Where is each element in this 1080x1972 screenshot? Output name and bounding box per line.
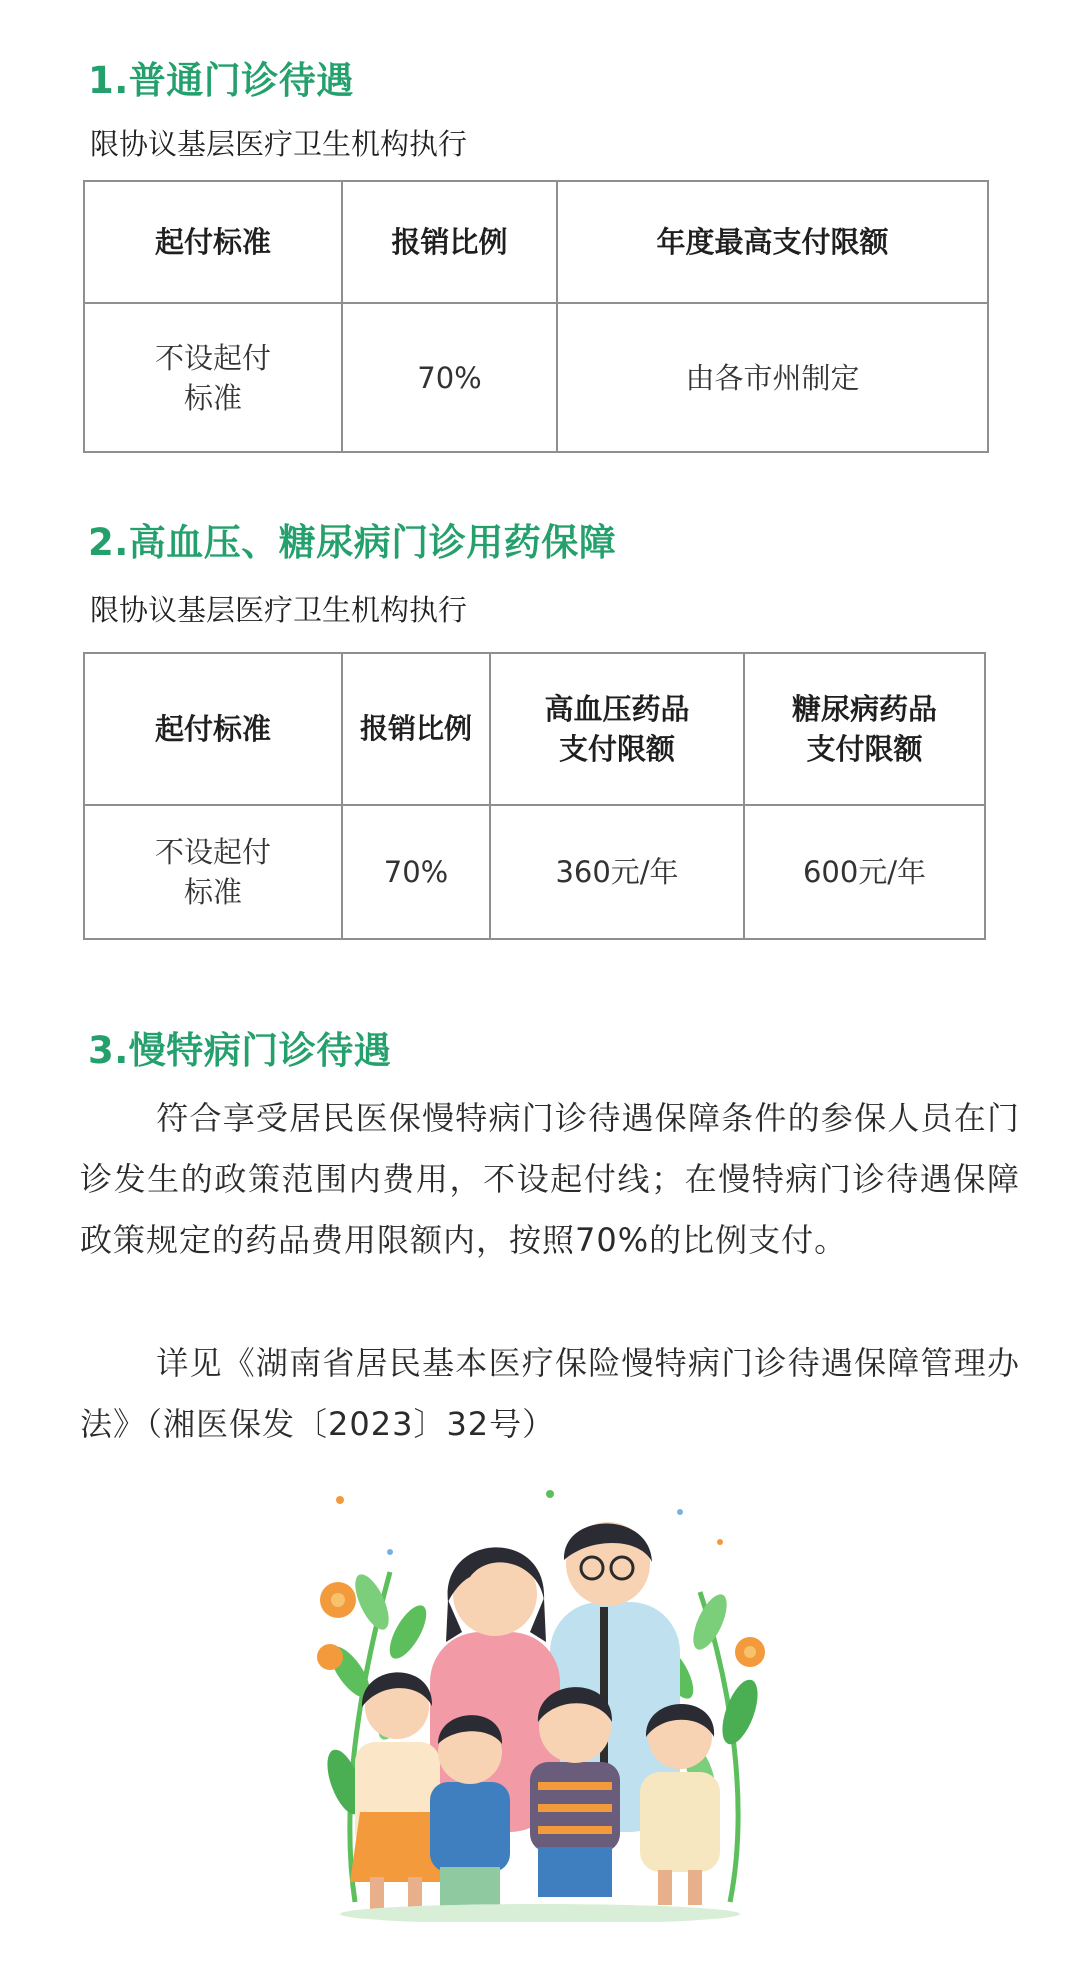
table-cell: 不设起付 标准 bbox=[84, 805, 342, 939]
table-cell: 由各市州制定 bbox=[557, 303, 988, 452]
table-cell: 360元/年 bbox=[490, 805, 744, 939]
paragraph-text: 详见《湖南省居民基本医疗保险慢特病门诊待遇保障管理办法》（湘医保发〔2023〕32号） bbox=[80, 1344, 1020, 1443]
table-cell: 600元/年 bbox=[744, 805, 985, 939]
table-row bbox=[84, 805, 985, 939]
table-header-row bbox=[84, 653, 985, 805]
paragraph-text: 符合享受居民医保慢特病门诊待遇保障条件的参保人员在门诊发生的政策范围内费用，不设起付线；在慢特病门诊待遇保障政策规定的药品费用限额内，按照70%的比例支付。 bbox=[80, 1099, 1020, 1259]
section-3-paragraph-1 bbox=[80, 1088, 1020, 1271]
table-header-cell: 报销比例 bbox=[342, 181, 557, 303]
section-1-note: 限协议基层医疗卫生机构执行 bbox=[90, 127, 468, 161]
section-2-note: 限协议基层医疗卫生机构执行 bbox=[90, 593, 468, 627]
table-header-cell: 报销比例 bbox=[342, 653, 490, 805]
table-header-cell: 年度最高支付限额 bbox=[557, 181, 988, 303]
table-header-cell: 起付标准 bbox=[84, 181, 342, 303]
table-header-cell: 起付标准 bbox=[84, 653, 342, 805]
table-header-cell: 高血压药品 支付限额 bbox=[490, 653, 744, 805]
section-2-table bbox=[83, 652, 986, 940]
table-header-cell: 糖尿病药品 支付限额 bbox=[744, 653, 985, 805]
section-2-title: 2.高血压、糖尿病门诊用药保障 bbox=[88, 521, 617, 564]
table-cell: 70% bbox=[342, 303, 557, 452]
table-header-row bbox=[84, 181, 988, 303]
family-illustration-icon bbox=[300, 1482, 780, 1922]
section-3-title: 3.慢特病门诊待遇 bbox=[88, 1029, 392, 1072]
table-cell: 70% bbox=[342, 805, 490, 939]
section-1-title: 1.普通门诊待遇 bbox=[88, 59, 354, 102]
section-1-table bbox=[83, 180, 989, 453]
table-row bbox=[84, 303, 988, 452]
section-3-paragraph-2 bbox=[80, 1333, 1020, 1455]
table-cell: 不设起付 标准 bbox=[84, 303, 342, 452]
